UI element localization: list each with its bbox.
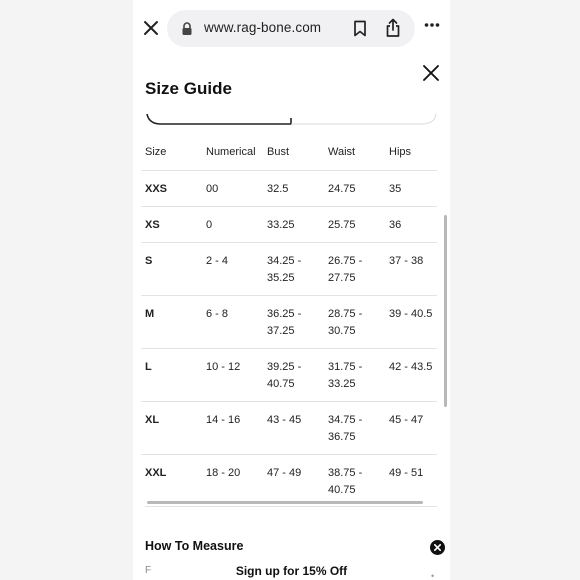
table-cell: 35 <box>385 170 437 206</box>
table-cell: 32.5 <box>263 170 324 206</box>
more-icon[interactable] <box>424 22 440 28</box>
table-cell: 49 - 51 <box>385 454 437 507</box>
close-circle-icon[interactable] <box>430 540 445 555</box>
table-cell: XXS <box>141 170 202 206</box>
table-cell: M <box>141 295 202 348</box>
phone-screen <box>133 0 450 580</box>
url-text: www.rag-bone.com <box>204 20 322 35</box>
table-row <box>141 206 437 242</box>
table-cell: S <box>141 242 202 295</box>
signup-banner[interactable]: Sign up for 15% Off <box>235 564 348 578</box>
table-cell: 18 - 20 <box>202 454 263 507</box>
table-cell: XL <box>141 401 202 454</box>
table-cell: 28.75 - 30.75 <box>324 295 385 348</box>
table-cell: 45 - 47 <box>385 401 437 454</box>
table-cell: 36.25 - 37.25 <box>263 295 324 348</box>
table-cell: 00 <box>202 170 263 206</box>
table-cell: 42 - 43.5 <box>385 348 437 401</box>
table-cell: 6 - 8 <box>202 295 263 348</box>
table-row <box>141 454 437 507</box>
table-cell: 2 - 4 <box>202 242 263 295</box>
table-cell: 10 - 12 <box>202 348 263 401</box>
share-icon[interactable] <box>385 18 401 38</box>
table-cell: L <box>141 348 202 401</box>
horizontal-scrollbar[interactable] <box>147 501 423 504</box>
table-row <box>141 348 437 401</box>
column-header: Bust <box>267 145 290 158</box>
table-cell: 31.75 - 33.25 <box>324 348 385 401</box>
bookmark-icon[interactable] <box>353 20 367 37</box>
table-cell: 0 <box>202 206 263 242</box>
table-cell: 34.75 - 36.75 <box>324 401 385 454</box>
close-icon[interactable] <box>143 20 159 36</box>
section-heading-how-to-measure: How To Measure <box>145 539 244 553</box>
table-cell: 43 - 45 <box>263 401 324 454</box>
column-header: Hips <box>389 145 412 158</box>
column-header: Size <box>145 145 167 158</box>
close-icon[interactable] <box>422 64 440 82</box>
table-cell: 26.75 - 27.75 <box>324 242 385 295</box>
table-header-row <box>141 134 437 170</box>
tab-selector[interactable] <box>145 100 437 128</box>
column-header: Waist <box>328 145 356 158</box>
table-cell: 37 - 38 <box>385 242 437 295</box>
table-cell: XS <box>141 206 202 242</box>
banner-dot: • <box>431 571 435 580</box>
table-cell: XXL <box>141 454 202 507</box>
vertical-scrollbar[interactable] <box>444 215 447 407</box>
divider <box>145 506 437 507</box>
table-cell: 38.75 - 40.75 <box>324 454 385 507</box>
table-cell: 47 - 49 <box>263 454 324 507</box>
table-cell: 25.75 <box>324 206 385 242</box>
table-cell: 36 <box>385 206 437 242</box>
table-row <box>141 295 437 348</box>
address-bar[interactable] <box>167 10 415 47</box>
table-row <box>141 401 437 454</box>
section-partial-text: F <box>145 565 152 576</box>
lock-icon <box>181 22 193 36</box>
table-cell: 24.75 <box>324 170 385 206</box>
size-table <box>141 134 437 507</box>
table-row <box>141 242 437 295</box>
page-title: Size Guide <box>145 79 232 98</box>
table-cell: 14 - 16 <box>202 401 263 454</box>
table-cell: 33.25 <box>263 206 324 242</box>
table-cell: 39 - 40.5 <box>385 295 437 348</box>
table-cell: 39.25 - 40.75 <box>263 348 324 401</box>
column-header: Numerical <box>206 145 256 158</box>
table-row <box>141 170 437 206</box>
browser-toolbar <box>133 0 450 58</box>
table-cell: 34.25 - 35.25 <box>263 242 324 295</box>
